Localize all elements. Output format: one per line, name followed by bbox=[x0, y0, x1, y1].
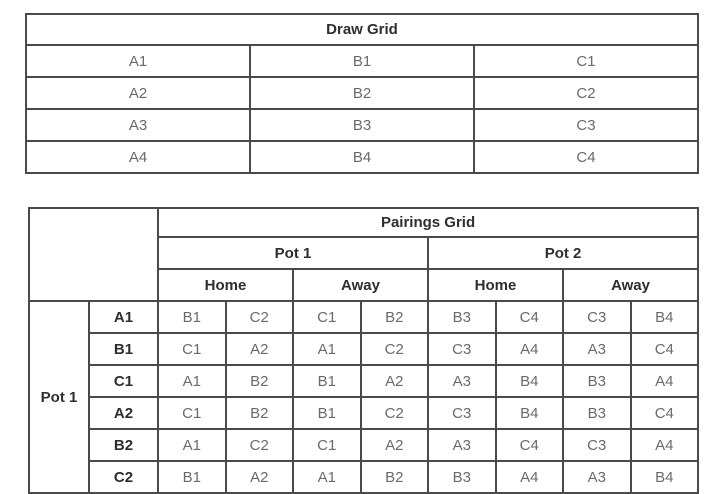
grid-cell: A2 bbox=[26, 77, 250, 109]
grid-cell: B3 bbox=[428, 461, 496, 493]
grid-cell: B1 bbox=[158, 461, 226, 493]
grid-cell: C2 bbox=[361, 397, 429, 429]
table-row bbox=[29, 333, 698, 365]
draw-grid-title: Draw Grid bbox=[26, 14, 698, 45]
grid-cell: C2 bbox=[226, 429, 294, 461]
grid-cell: A1 bbox=[293, 461, 361, 493]
pairings-grid-table bbox=[28, 207, 699, 494]
grid-cell: B1 bbox=[293, 397, 361, 429]
grid-cell: B1 bbox=[293, 365, 361, 397]
grid-cell: A4 bbox=[631, 365, 699, 397]
grid-cell: B3 bbox=[563, 397, 631, 429]
grid-cell: C2 bbox=[474, 77, 698, 109]
pot2-home-header: Home bbox=[428, 269, 563, 301]
grid-cell: A1 bbox=[158, 365, 226, 397]
draw-grid-title-row bbox=[26, 14, 698, 45]
grid-cell: B1 bbox=[250, 45, 474, 77]
grid-cell: A2 bbox=[361, 429, 429, 461]
grid-cell: A1 bbox=[158, 429, 226, 461]
grid-cell: C4 bbox=[474, 141, 698, 173]
row-label: A2 bbox=[89, 397, 158, 429]
grid-cell: A2 bbox=[361, 365, 429, 397]
grid-cell: C1 bbox=[158, 397, 226, 429]
pot1-column-header: Pot 1 bbox=[158, 237, 428, 269]
table-row bbox=[29, 397, 698, 429]
grid-cell: A1 bbox=[26, 45, 250, 77]
grid-cell: A3 bbox=[563, 461, 631, 493]
draw-grid-table bbox=[25, 13, 699, 174]
grid-cell: B2 bbox=[361, 461, 429, 493]
table-row bbox=[26, 77, 698, 109]
table-row bbox=[26, 109, 698, 141]
grid-cell: B2 bbox=[361, 301, 429, 333]
grid-cell: A3 bbox=[428, 429, 496, 461]
table-row bbox=[26, 45, 698, 77]
corner-empty-cell bbox=[29, 208, 158, 301]
pairings-grid-title: Pairings Grid bbox=[158, 208, 698, 237]
grid-cell: A2 bbox=[226, 333, 294, 365]
grid-cell: A4 bbox=[26, 141, 250, 173]
pot2-away-header: Away bbox=[563, 269, 698, 301]
grid-cell: B3 bbox=[563, 365, 631, 397]
table-row bbox=[29, 461, 698, 493]
grid-cell: C1 bbox=[474, 45, 698, 77]
grid-cell: C2 bbox=[226, 301, 294, 333]
grid-cell: A3 bbox=[428, 365, 496, 397]
grid-cell: A4 bbox=[631, 429, 699, 461]
table-row bbox=[29, 365, 698, 397]
grid-cell: B3 bbox=[428, 301, 496, 333]
grid-cell: C1 bbox=[293, 301, 361, 333]
grid-cell: B2 bbox=[226, 365, 294, 397]
grid-cell: C2 bbox=[361, 333, 429, 365]
grid-cell: C4 bbox=[631, 397, 699, 429]
grid-cell: B4 bbox=[631, 461, 699, 493]
grid-cell: C1 bbox=[293, 429, 361, 461]
grid-cell: C3 bbox=[428, 397, 496, 429]
table-row bbox=[29, 429, 698, 461]
row-label: C1 bbox=[89, 365, 158, 397]
table-row bbox=[26, 141, 698, 173]
pot1-home-header: Home bbox=[158, 269, 293, 301]
grid-cell: A3 bbox=[26, 109, 250, 141]
grid-cell: B4 bbox=[496, 365, 564, 397]
grid-cell: A3 bbox=[563, 333, 631, 365]
pot2-column-header: Pot 2 bbox=[428, 237, 698, 269]
grid-cell: B1 bbox=[158, 301, 226, 333]
grid-cell: C4 bbox=[496, 301, 564, 333]
grid-cell: A4 bbox=[496, 461, 564, 493]
pot1-away-header: Away bbox=[293, 269, 428, 301]
grid-cell: B4 bbox=[250, 141, 474, 173]
row-group-label: Pot 1 bbox=[29, 301, 89, 493]
grid-cell: C4 bbox=[631, 333, 699, 365]
grid-cell: B4 bbox=[631, 301, 699, 333]
grid-cell: B2 bbox=[226, 397, 294, 429]
grid-cell: B4 bbox=[496, 397, 564, 429]
row-label: A1 bbox=[89, 301, 158, 333]
grid-cell: C3 bbox=[474, 109, 698, 141]
row-label: B2 bbox=[89, 429, 158, 461]
grid-cell: A4 bbox=[496, 333, 564, 365]
pairings-grid-title-row bbox=[29, 208, 698, 237]
grid-cell: A2 bbox=[226, 461, 294, 493]
table-row bbox=[29, 301, 698, 333]
row-label: C2 bbox=[89, 461, 158, 493]
grid-cell: A1 bbox=[293, 333, 361, 365]
grid-cell: B2 bbox=[250, 77, 474, 109]
grid-cell: C3 bbox=[563, 301, 631, 333]
grid-cell: C3 bbox=[428, 333, 496, 365]
row-label: B1 bbox=[89, 333, 158, 365]
grid-cell: C3 bbox=[563, 429, 631, 461]
grid-cell: B3 bbox=[250, 109, 474, 141]
grid-cell: C1 bbox=[158, 333, 226, 365]
grid-cell: C4 bbox=[496, 429, 564, 461]
